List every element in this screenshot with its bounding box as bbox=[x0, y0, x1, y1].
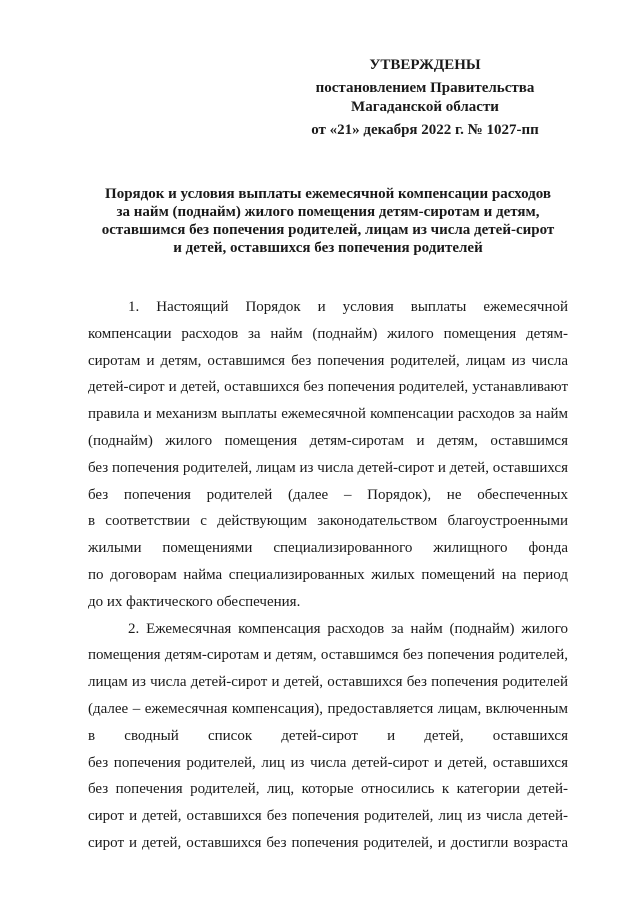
paragraph-1-line: в соответствии с действующим законодательством благоустроенными bbox=[88, 513, 568, 530]
approval-block bbox=[300, 56, 550, 140]
approval-heading: УТВЕРЖДЕНЫ bbox=[369, 57, 481, 73]
paragraph-1-line: жилыми помещениями специализированного жилищного фонда bbox=[88, 540, 568, 557]
paragraph-2-line: 2. Ежемесячная компенсация расходов за найм (поднайм) жилого bbox=[128, 620, 568, 637]
paragraph-1-line: по договорам найма специализированных жилых помещений на период bbox=[88, 566, 568, 583]
title-line: и детей, оставшихся без попечения родителей bbox=[173, 240, 483, 256]
paragraph-2-line: без попечения родителей, лиц из числа детей-сирот и детей, оставшихся bbox=[88, 754, 568, 771]
approval-line-3: от «21» декабря 2022 г. № 1027-пп bbox=[311, 122, 539, 138]
paragraph-2-line: сирот и детей, оставшихся без попечения родителей, и достигли возраста bbox=[88, 834, 568, 851]
paragraph-2-line: в сводный список детей-сирот и детей, оставшихся bbox=[88, 727, 568, 744]
paragraph-2-line: сирот и детей, оставшихся без попечения родителей, лиц из числа детей- bbox=[88, 808, 568, 825]
paragraph-1-line: сиротам и детям, оставшимся без попечения родителей, лицам из числа bbox=[88, 352, 568, 369]
paragraph-1-line: компенсации расходов за найм (поднайм) жилого помещения детям- bbox=[88, 325, 568, 342]
title-line: Порядок и условия выплаты ежемесячной компенсации расходов bbox=[105, 186, 551, 202]
paragraph-1-line: без попечения родителей (далее – Порядок), не обеспеченных bbox=[88, 486, 568, 503]
paragraph-2-line: (далее – ежемесячная компенсация), предоставляется лицам, включенным bbox=[88, 700, 568, 717]
document-body bbox=[88, 294, 568, 857]
paragraph-2-line: помещения детям-сиротам и детям, оставшимся без попечения родителей, bbox=[88, 647, 568, 664]
paragraph-2-line: лицам из числа детей-сирот и детей, оставшихся без попечения родителей bbox=[88, 674, 568, 691]
paragraph-1-line: до их фактического обеспечения. bbox=[88, 593, 301, 610]
paragraph-1-line: (поднайм) жилого помещения детям-сиротам и детям, оставшимся bbox=[88, 432, 568, 449]
paragraph-1-line: без попечения родителей, лицам из числа детей-сирот и детей, оставшихся bbox=[88, 459, 568, 476]
paragraph-1-line: 1. Настоящий Порядок и условия выплаты ежемесячной bbox=[128, 299, 568, 315]
approval-line-1: постановлением Правительства bbox=[315, 80, 535, 96]
paragraph-1-line: правила и механизм выплаты ежемесячной компенсации расходов за найм bbox=[88, 406, 568, 423]
paragraph-2-line: без попечения родителей, лиц, которые относились к категории детей- bbox=[88, 781, 568, 798]
title-line: за найм (поднайм) жилого помещения детям-сиротам и детям, bbox=[116, 204, 540, 220]
title-line: оставшимся без попечения родителей, лицам из числа детей-сирот bbox=[101, 222, 555, 238]
document-title bbox=[88, 185, 568, 257]
approval-line-2: Магаданской области bbox=[351, 99, 499, 115]
paragraph-1-line: детей-сирот и детей, оставшихся без попечения родителей, устанавливают bbox=[88, 379, 568, 396]
